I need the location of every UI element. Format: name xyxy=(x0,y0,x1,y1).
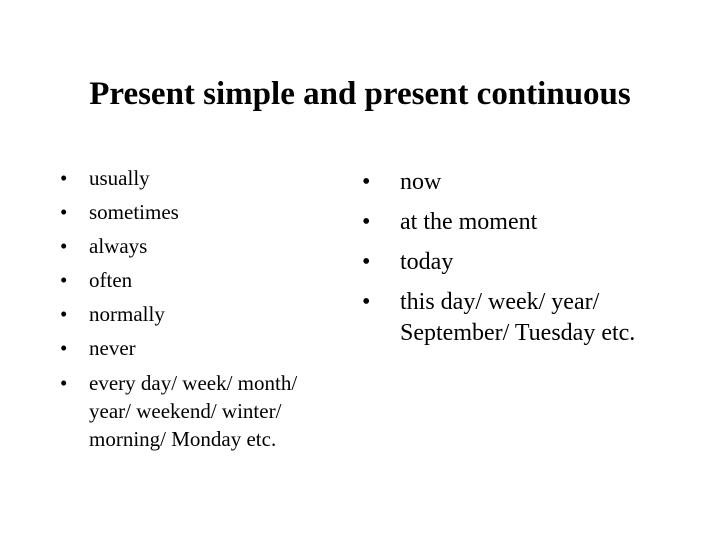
list-item-text: this day/ week/ year/ September/ Tuesday etc. xyxy=(400,289,636,346)
list-item xyxy=(60,331,330,365)
bullet-icon: • xyxy=(60,234,68,258)
list-item-text: often xyxy=(89,268,133,292)
list-item-text: today xyxy=(400,249,454,275)
list-item xyxy=(60,161,330,195)
bullet-icon: • xyxy=(60,371,68,395)
list-item xyxy=(360,282,660,349)
present-simple-list xyxy=(60,161,330,453)
list-item-text: always xyxy=(89,234,148,258)
present-continuous-list xyxy=(360,162,660,349)
bullet-icon: • xyxy=(362,289,371,315)
bullet-icon: • xyxy=(362,249,371,275)
bullet-icon: • xyxy=(60,302,68,326)
list-item-text: usually xyxy=(89,166,150,190)
bullet-icon: • xyxy=(60,166,68,190)
list-item-text: normally xyxy=(89,302,165,326)
list-item xyxy=(60,195,330,229)
bullet-icon: • xyxy=(60,200,68,224)
list-item xyxy=(360,242,660,282)
list-item xyxy=(60,229,330,263)
list-item xyxy=(360,202,660,242)
list-item-text: never xyxy=(89,336,136,360)
list-item xyxy=(360,162,660,202)
bullet-icon: • xyxy=(60,268,68,292)
bullet-icon: • xyxy=(60,336,68,360)
list-item-text: every day/ week/ month/ year/ weekend/ winter/ morning/ Monday etc. xyxy=(89,371,298,451)
list-item xyxy=(60,263,330,297)
list-item-text: at the moment xyxy=(400,209,538,235)
list-item xyxy=(60,297,330,331)
bullet-icon: • xyxy=(362,169,371,195)
slide-title: Present simple and present continuous xyxy=(89,76,631,112)
list-item-text: sometimes xyxy=(89,200,179,224)
list-item xyxy=(60,365,330,453)
bullet-icon: • xyxy=(362,209,371,235)
list-item-text: now xyxy=(400,169,442,195)
